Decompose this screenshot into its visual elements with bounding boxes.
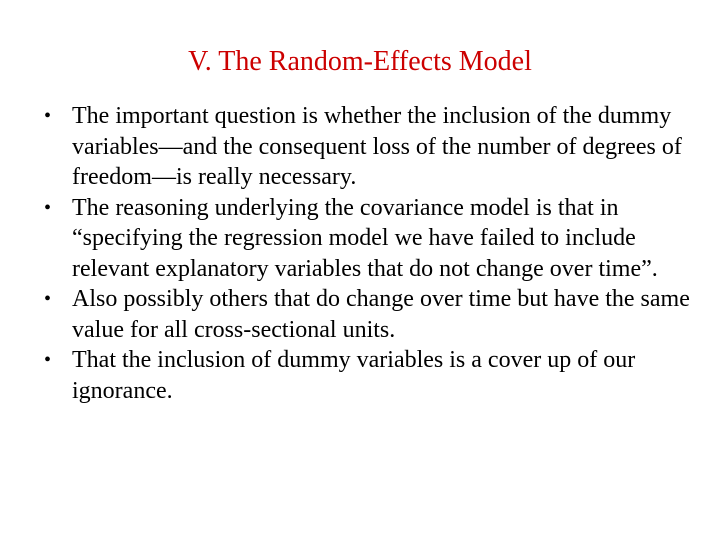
bullet-item (44, 101, 694, 193)
bullet-list (44, 101, 694, 406)
bullet-dot-icon: • (44, 288, 52, 310)
bullet-dot-icon: • (44, 196, 52, 219)
bullet-text: The important question is whether the inclusion of the dummy variables—and the consequent loss of the number of degrees of freedom—is really necessary. (72, 103, 682, 190)
bullet-text: Also possibly others that do change over time but have the same value for all cross-sectional units. (72, 286, 690, 343)
bullet-dot-icon: • (44, 105, 52, 127)
slide-title: V. The Random-Effects Model (188, 46, 532, 77)
bullet-dot-icon: • (44, 349, 52, 371)
bullet-text: The reasoning underlying the covariance model is that in “specifying the regression model we have failed to include relevant explanatory variables that do not change over time”. (72, 194, 658, 282)
bullet-item (44, 193, 694, 285)
bullet-item (44, 284, 694, 345)
bullet-text: That the inclusion of dummy variables is a cover up of our ignorance. (72, 347, 636, 404)
bullet-item (44, 345, 694, 406)
